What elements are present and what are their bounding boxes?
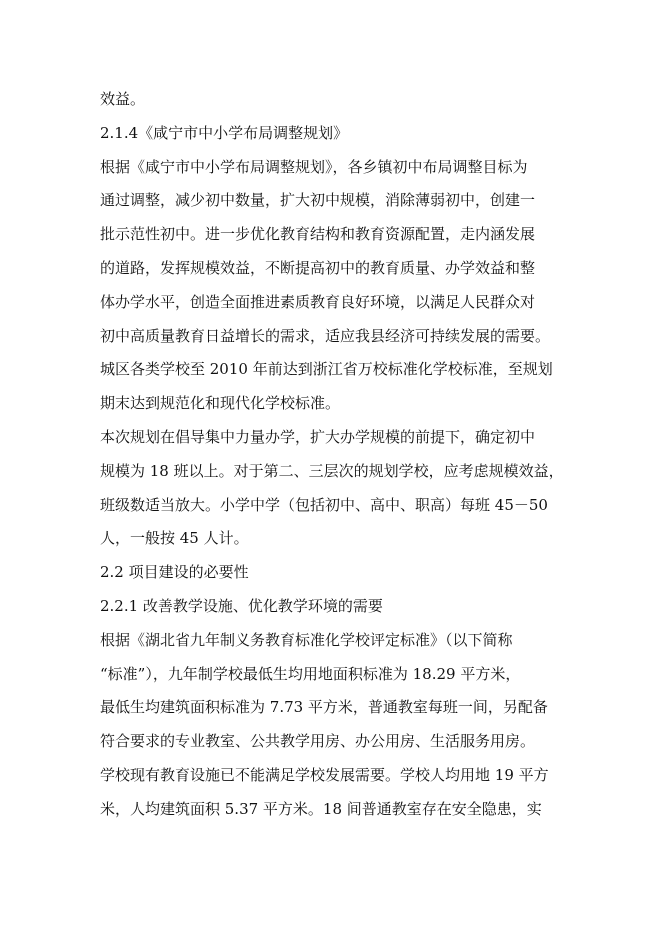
text-line: 批示范性初中。进一步优化教育结构和教育资源配置，走内涵发展 bbox=[100, 225, 536, 244]
text-line: 的道路，发挥规模效益，不断提高初中的教育质量、办学效益和整 bbox=[100, 258, 536, 277]
text-line: 通过调整，减少初中数量，扩大初中规模，消除薄弱初中，创建一 bbox=[100, 191, 536, 210]
section-heading: 2.1.4《咸宁市中小学布局调整规划》 bbox=[100, 123, 349, 142]
text-line: 根据《咸宁市中小学布局调整规划》，各乡镇初中布局调整目标为 bbox=[100, 157, 528, 176]
text-line: “标准”），九年制学校最低生均用地面积标准为 18.29 平方米， bbox=[100, 664, 521, 683]
text-line: 根据《湖北省九年制义务教育标准化学校评定标准》（以下简称 bbox=[100, 630, 513, 649]
text-line: 效益。 bbox=[100, 90, 146, 108]
text-line: 初中高质量教育日益增长的需求，适应我县经济可持续发展的需要。 bbox=[100, 326, 551, 345]
text-line: 符合要求的专业教室、公共教学用房、办公用房、生活服务用房。 bbox=[100, 732, 536, 751]
text-line: 米，人均建筑面积 5.37 平方米。18 间普通教室存在安全隐患，实 bbox=[100, 799, 542, 818]
text-line: 期末达到规范化和现代化学校标准。 bbox=[100, 394, 341, 413]
text-line: 最低生均建筑面积标准为 7.73 平方米，普通教室每班一间，另配备 bbox=[100, 698, 548, 717]
text-line: 规模为 18 班以上。对于第二、三层次的规划学校，应考虑规模效益， bbox=[100, 461, 564, 480]
text-line: 城区各类学校至 2010 年前达到浙江省万校标准化学校标准，至规划 bbox=[100, 360, 553, 379]
text-line: 体办学水平，创造全面推进素质教育良好环境，以满足人民群众对 bbox=[100, 292, 536, 311]
text-line: 人，一般按 45 人计。 bbox=[100, 529, 249, 548]
text-line: 本次规划在倡导集中力量办学，扩大办学规模的前提下，确定初中 bbox=[100, 427, 536, 446]
section-heading: 2.2.1 改善教学设施、优化教学环境的需要 bbox=[100, 596, 383, 615]
text-line: 学校现有教育设施已不能满足学校发展需要。学校人均用地 19 平方 bbox=[100, 765, 549, 784]
section-heading: 2.2 项目建设的必要性 bbox=[100, 563, 249, 582]
text-line: 班级数适当放大。小学中学（包括初中、高中、职高）每班 45－50 bbox=[100, 495, 548, 514]
